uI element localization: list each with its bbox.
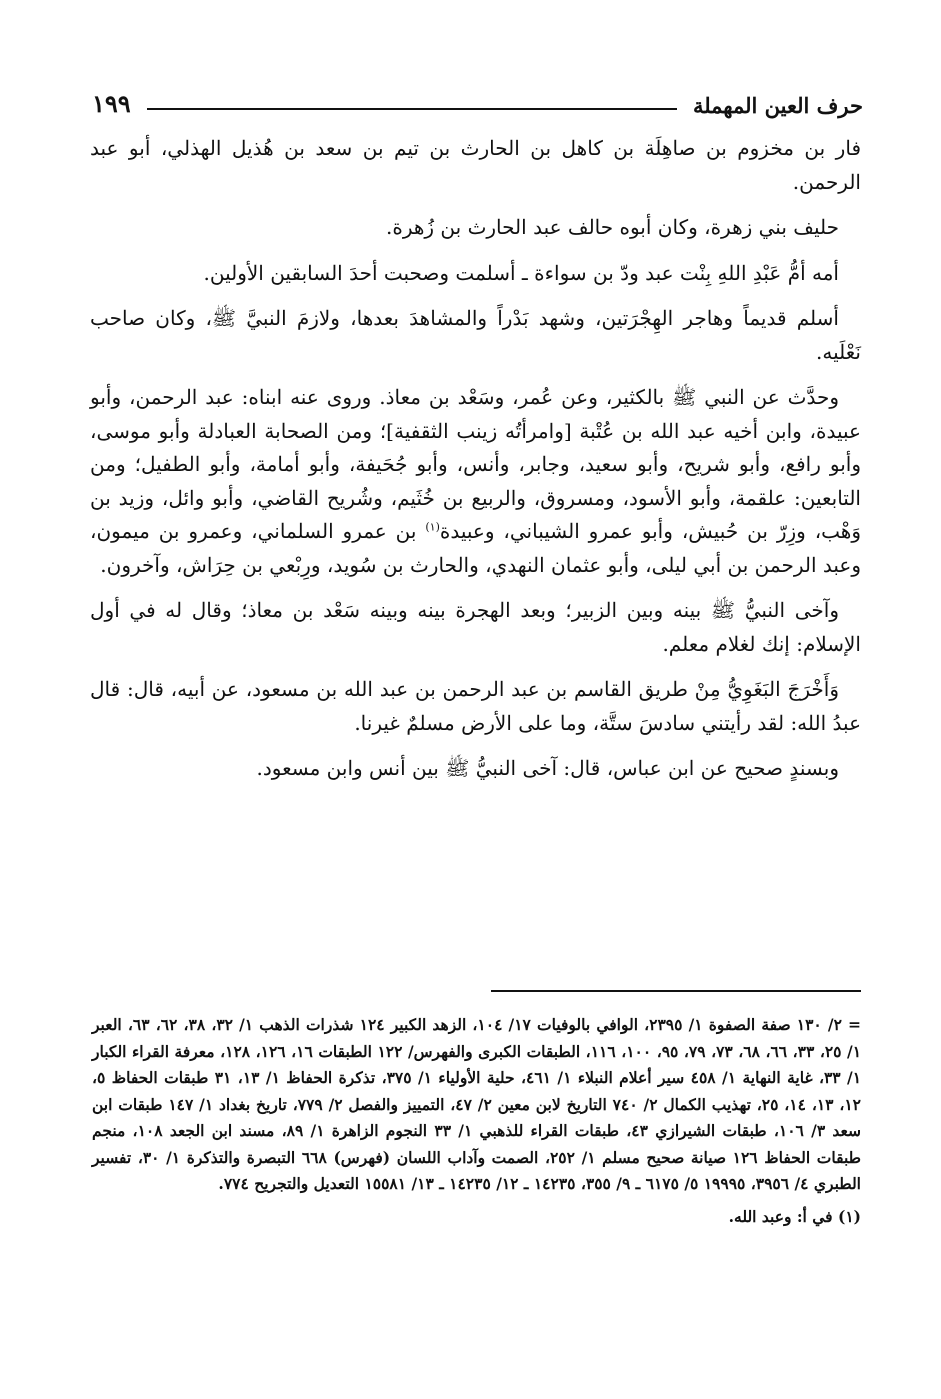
header-rule [147, 108, 677, 110]
main-text [90, 132, 861, 798]
paragraph: فار بن مخزوم بن صاهِلَة بن كاهل بن الحارث بن تيم بن سعد بن هُذيل الهذلي، أبو عبد الرحمن. [90, 136, 861, 194]
paragraph-part: وحدَّث عن النبي ﷺ بالكثير، وعن عُمر، وسَعْد بن معاذ. وروى عنه ابناه: عبد الرحمن، وأبو عبيدة، وابن أخيه عبد الله بن عُتْبة [وامرأتُه زينب الثقفية]؛ ومن الصحابة العبادلة وأبو موسى، وأبو رافع، وأبو شريح، وأبو سعيد، وجابر، وأنس، وأبو جُحَيفة، وأبو أمامة، وأبو الطفيل؛ ومن التابعين: علقمة، وأبو الأسود، ومسروق، والربيع بن خُثَيم، وشُريح القاضي، وأبو وائل، وزيد بن وَهْب، وزِرّ بن حُبيش، وأبو عمرو الشيباني، وعبيدة [90, 385, 862, 543]
paragraph-narrators [90, 381, 861, 582]
paragraph: أسلم قديماً وهاجر الهِجْرَتين، وشهد بَدْراً والمشاهدَ بعدها، ولازمَ النبيَّ ﷺ، وكان صاحب نَعْلَيه. [90, 306, 861, 364]
footnote-sources: = ٢/ ١٣٠ صفة الصفوة ١/ ٢٣٩٥، الوافي بالوفيات ١٧/ ١٠٤، الزهد الكبير ١٢٤ شذرات الذهب ١/ ٣٢، ٣٨، ٦٢، ٦٣، العبر ١/ ٢٥، ٣٣، ٦٦، ٦٨، ٧٣، ٧٩، ٩٥، ١٠٠، ١١٦، الطبقات الكبرى والفهرس/ ١٢٢ الطبقات ١٦، ١٢٦، ١٢٨، معرفة القراء الكبار ١/ ٣٣، غاية النهاية ١/ ٤٥٨ سير أعلام النبلاء ١/ ٤٦١، حلية الأولياء ١/ ٣٧٥، تذكرة الحفاظ ١/ ١٣، ٣١ طبقات الحفاظ ٥، ١٢، ١٣، ١٤، ٢٥، تهذيب الكمال ٢/ ٧٤٠ التاريخ لابن معين ٢/ ٤٧، التمييز والفصل ٢/ ٧٧٩، تاريخ بغداد ١/ ١٤٧ طبقات ابن سعد ٣/ ١٠٦، طبقات الشيرازي ٤٣، طبقات القراء للذهبي ١/ ٣٣ النجوم الزاهرة ١/ ٨٩، مسند ابن الجعد ١٠٨، منجم طبقات الحفاظ ١٢٦ صيانة صحيح مسلم ١/ ٢٥٢، الصمت وآداب اللسان (فهرس) ٦٦٨ التبصرة والتذكرة ١/ ٣٠، تفسير الطبري ٤/ ٣٩٥٦، ١٩٩٩٥ ٥/ ٦١٧٥ ـ ٩/ ٣٥٥، ١٤٢٣٥ ـ ١٢/ ١٤٢٣٥ ـ ١٣/ ١٥٥٨١ التعديل والتجريح ٧٧٤. [92, 1015, 862, 1193]
footnotes [92, 1012, 861, 1230]
footnote-marker: (١) [425, 520, 440, 534]
footnote-divider [491, 990, 861, 992]
paragraph: وبسندٍ صحيح عن ابن عباس، قال: آخى النبيُّ ﷺ بين أنس وابن مسعود. [256, 756, 839, 780]
paragraph: وَأَخْرَجَ البَغَوِيُّ مِنْ طريق القاسم بن عبد الرحمن بن عبد الله بن مسعود، عن أبيه، قال: قال عبدُ الله: لقد رأيتني سادسَ ستَّة، وما على الأرض مسلمٌ غيرنا. [90, 677, 861, 735]
chapter-title: حرف العين المهملة [692, 93, 863, 118]
page-header [92, 78, 863, 118]
paragraph: أمه أمُّ عَبْدِ اللهِ بِنْت عبد ودّ بن سواءة ـ أسلمت وصحبت أحدَ السابقين الأولين. [203, 260, 839, 285]
paragraph: وآخى النبيُّ ﷺ بينه وبين الزبير؛ وبعد الهجرة بينه وبينه سَعْد بن معاذ؛ وقال له في أول الإسلام: إنك لغلام معلم. [90, 598, 861, 656]
paragraph-part: بن عمرو السلماني، وعمرو بن ميمون، وعبد الرحمن بن أبي ليلى، وأبو عثمان النهدي، والحارث بن سُويد، ورِبْعي بن حِرَاش، وآخرون. [90, 519, 861, 577]
footnote-1: (١) في أ: وعبد الله. [728, 1206, 861, 1226]
paragraph: حليف بني زهرة، وكان أبوه حالف عبد الحارث بن زُهرة. [385, 215, 839, 239]
page-number: ١٩٩ [92, 89, 131, 118]
